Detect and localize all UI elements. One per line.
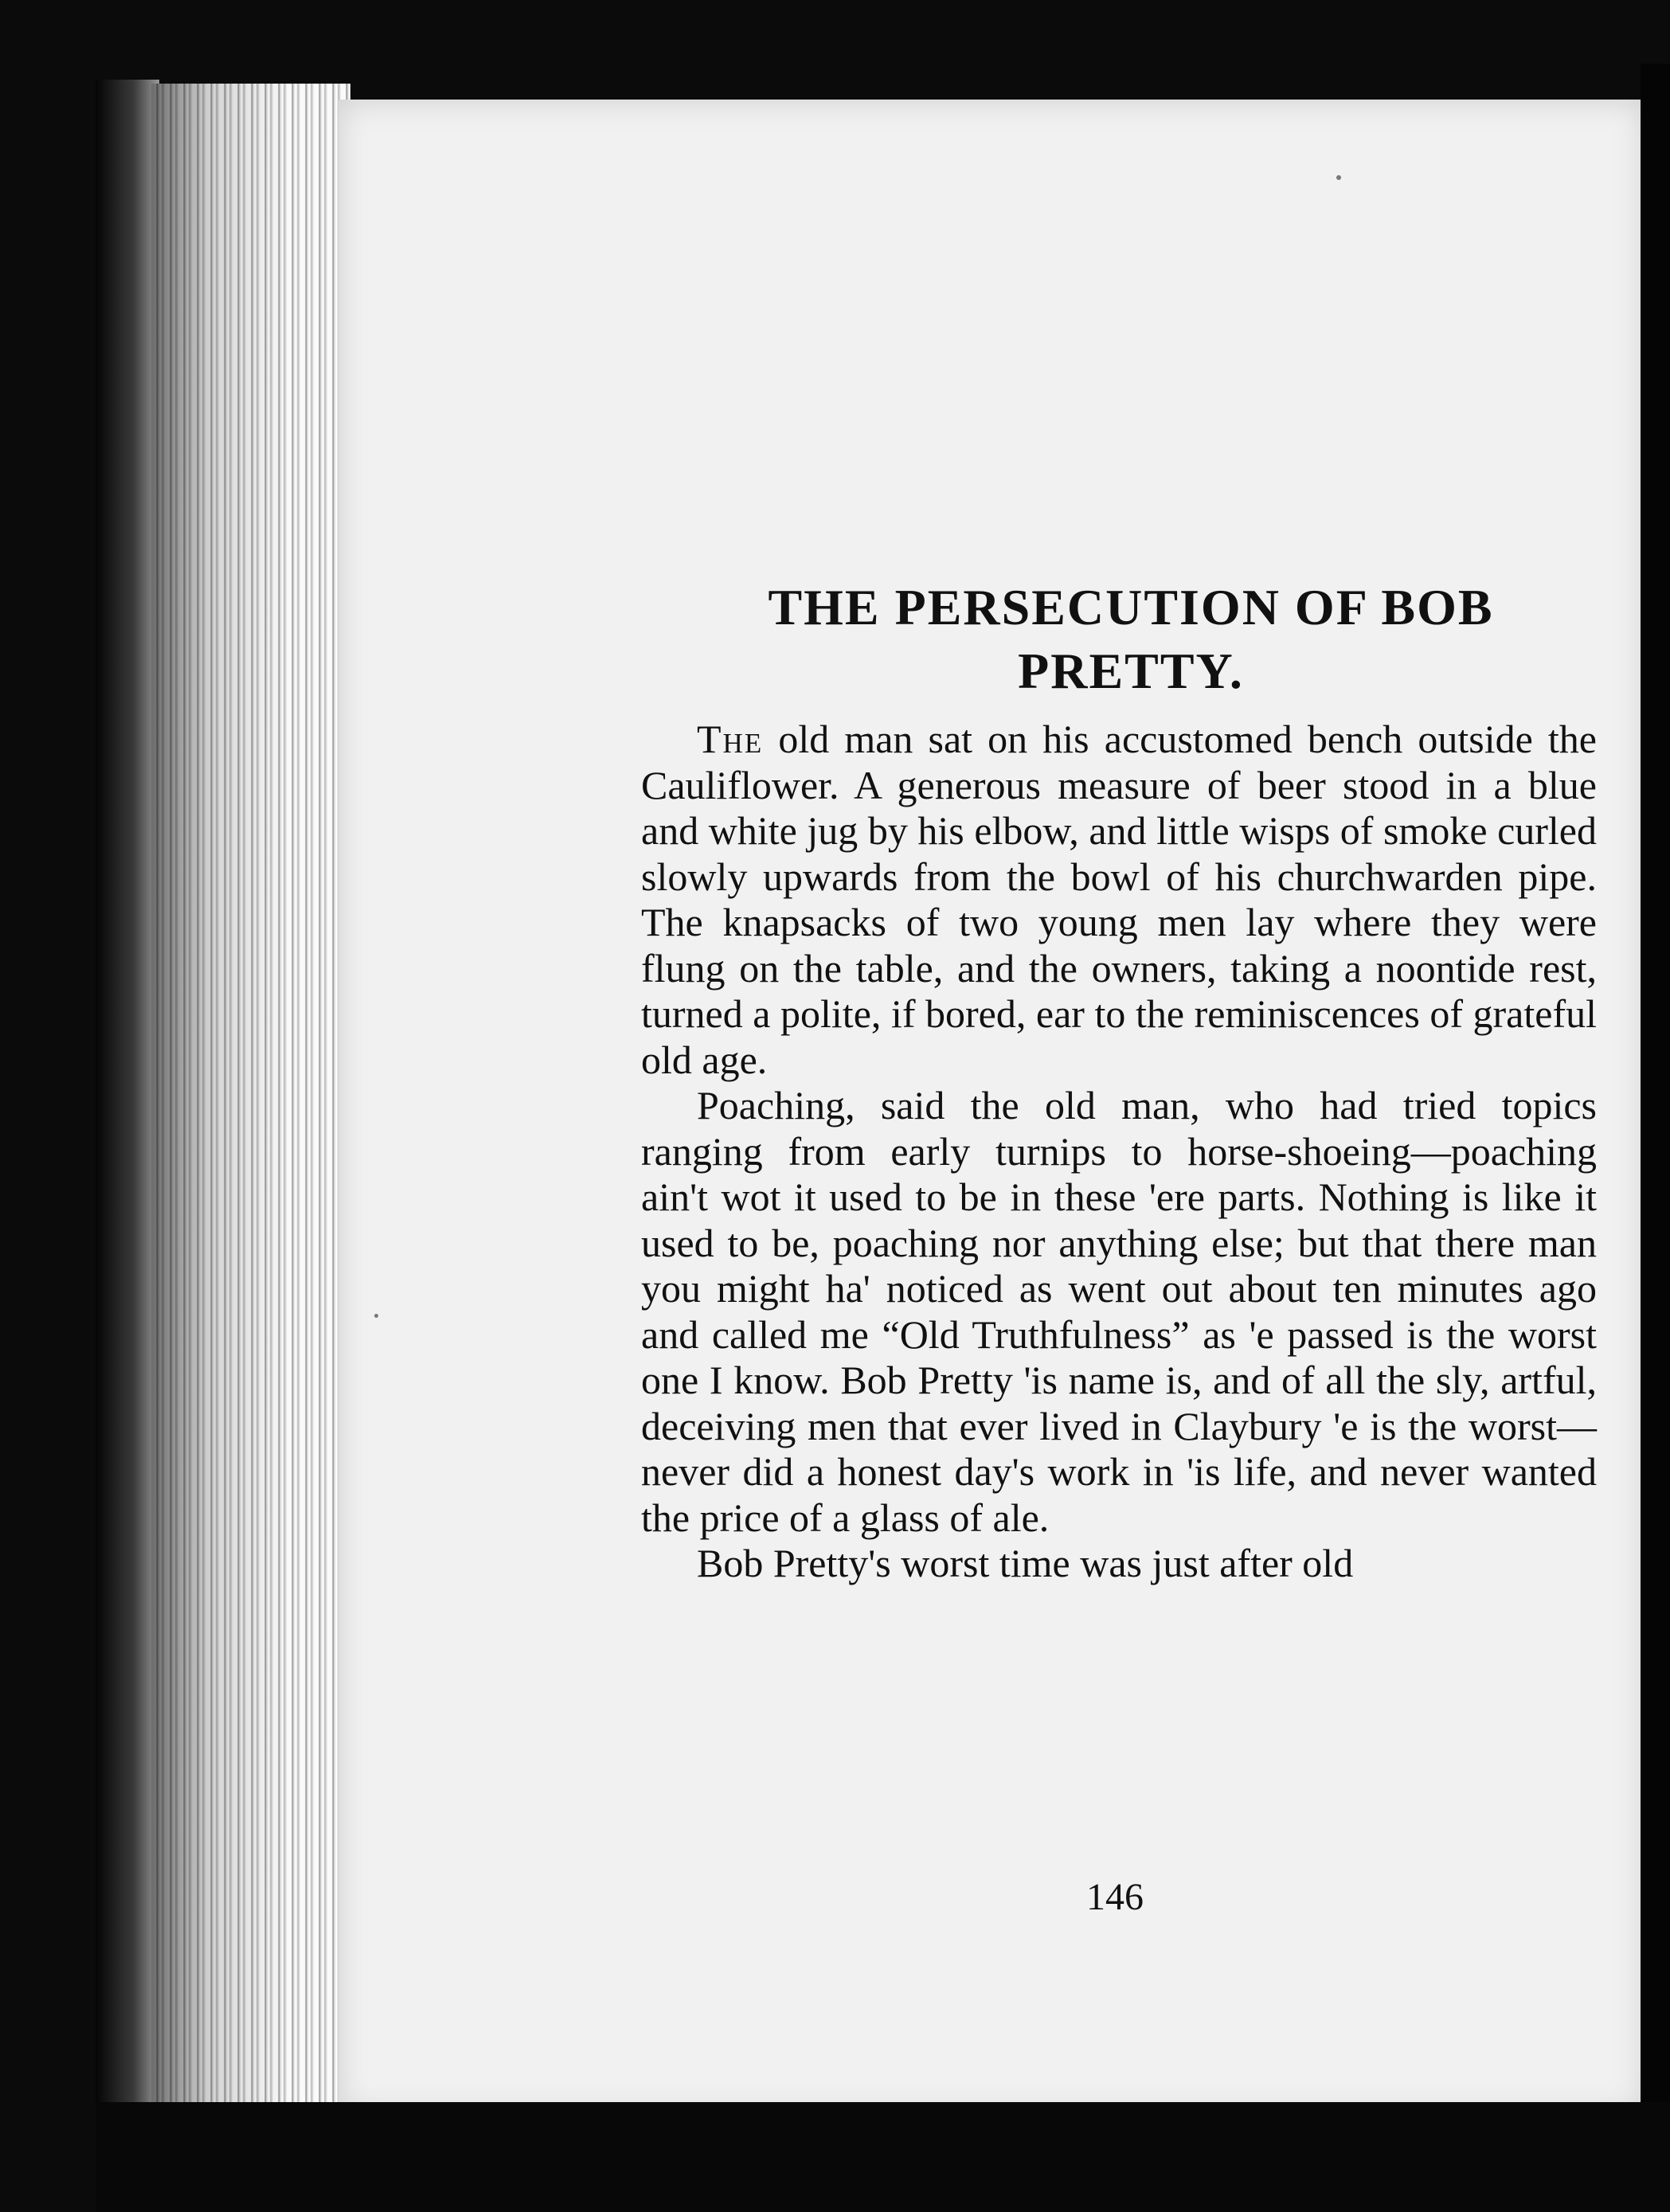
right-border [1641,64,1670,2150]
paragraph-3 [641,1541,1597,1587]
paragraph-text: Poaching, said the old man, who had tried topics ranging from early turnips to horse-shoeing—poaching ain't wot it used to be in these 'ere parts. Nothing is like it used to be, poaching nor anything else; but that there man you might ha' noticed as went out about ten minutes ago and called me “Old Truthfulness” as 'e passed is the worst one I know. Bob Pretty 'is name is, and of all the sly, artful, deceiving men that ever lived in Claybury 'e is the worst—never did a honest day's work in 'is life, and never wanted the price of a glass of ale. [641,1083,1597,1540]
page-number: 146 [1086,1876,1144,1918]
page-edges [151,84,350,2122]
drop-lead-word: The [697,717,764,761]
paper-speck [1336,175,1341,180]
paragraph-2 [641,1083,1597,1541]
paragraph-text: old man sat on his accustomed bench outside the Cauliflower. A generous measure of beer stood in a blue and white jug by his elbow, and little wisps of smoke curled slowly upwards from the bowl of his churchwarden pipe. The knapsacks of two young men lay where they were flung on the table, and the owners, taking a noontide rest, turned a polite, if bored, ear to the reminiscences of grateful old age. [641,717,1597,1082]
bottom-border [96,2102,1670,2212]
paragraph-text: Bob Pretty's worst time was just after old [697,1541,1354,1585]
paper-speck [374,1314,378,1318]
book-spine-shadow [96,80,159,2134]
chapter-title: THE PERSECUTION OF BOB PRETTY. [768,578,1494,699]
paragraph-1 [641,717,1597,1083]
chapter-body [641,717,1597,1587]
